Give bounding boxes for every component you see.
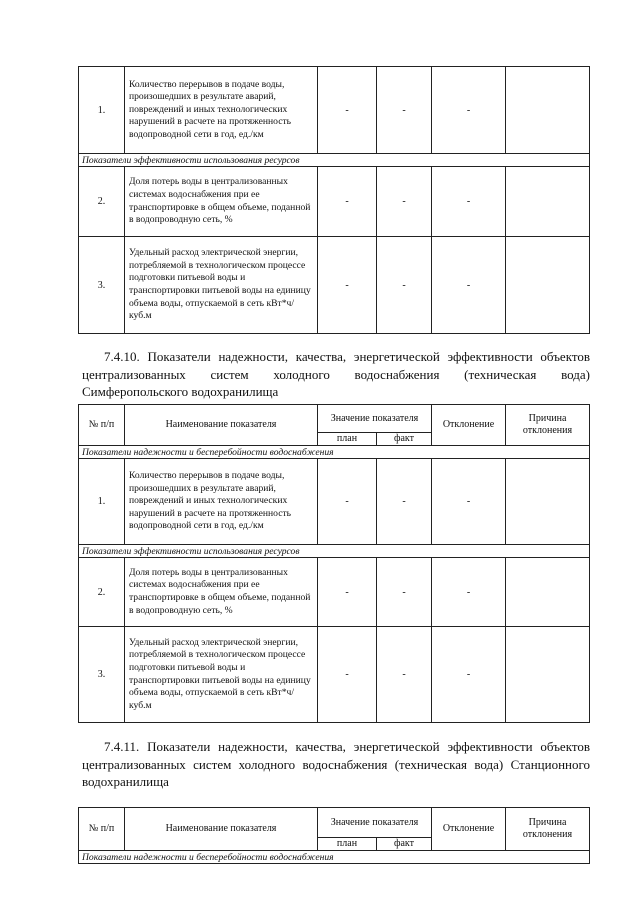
table-3 xyxy=(78,807,590,864)
col-header-deviation: Отклонение xyxy=(432,808,506,851)
col-header-reason: Причина отклонения xyxy=(506,405,590,446)
indicator-name: Количество перерывов в подаче воды, произошедших в результате аварий, повреждений и иных технологических нарушений в расчете на протяженность водопроводной сети в год, ед./км xyxy=(125,459,318,545)
table-row xyxy=(79,459,590,545)
row-number: 2. xyxy=(79,167,125,237)
header-row xyxy=(79,808,590,838)
fact-value: - xyxy=(377,558,432,627)
col-header-value: Значение показателя xyxy=(318,405,432,433)
plan-value: - xyxy=(318,237,377,334)
reason-value xyxy=(506,558,590,627)
section-heading-text: 7.4.10. Показатели надежности, качества, энергетической эффективности объектов централизованных систем холодного водоснабжения (техническая вода) Симферопольского водохранилища xyxy=(82,349,590,399)
fact-value: - xyxy=(377,459,432,545)
fact-value: - xyxy=(377,237,432,334)
section-row xyxy=(79,446,590,459)
deviation-value: - xyxy=(432,67,506,154)
row-number: 3. xyxy=(79,237,125,334)
section-heading-7-4-11 xyxy=(82,738,590,791)
col-header-name: Наименование показателя xyxy=(125,405,318,446)
indicator-name: Удельный расход электрической энергии, потребляемой в технологическом процессе подготовки питьевой воды и транспортировки питьевой воды на единицу объема воды, отпускаемой в сеть кВт*ч/куб.м xyxy=(125,627,318,723)
col-header-number: № п/п xyxy=(79,808,125,851)
indicator-name: Количество перерывов в подаче воды, произошедших в результате аварий, повреждений и иных технологических нарушений в расчете на протяженность водопроводной сети в год, ед./км xyxy=(125,67,318,154)
deviation-value: - xyxy=(432,237,506,334)
col-header-deviation: Отклонение xyxy=(432,405,506,446)
table-row xyxy=(79,67,590,154)
deviation-value: - xyxy=(432,558,506,627)
section-title: Показатели эффективности использования ресурсов xyxy=(79,154,590,167)
deviation-value: - xyxy=(432,459,506,545)
col-header-value: Значение показателя xyxy=(318,808,432,838)
table-1 xyxy=(78,66,590,334)
section-heading-text: 7.4.11. Показатели надежности, качества, энергетической эффективности объектов централизованных систем холодного водоснабжения (техническая вода) Станционного водохранилища xyxy=(82,739,590,789)
reason-value xyxy=(506,67,590,154)
col-header-fact: факт xyxy=(377,838,432,851)
col-header-fact: факт xyxy=(377,433,432,446)
fact-value: - xyxy=(377,67,432,154)
deviation-value: - xyxy=(432,627,506,723)
reason-value xyxy=(506,237,590,334)
plan-value: - xyxy=(318,459,377,545)
col-header-name: Наименование показателя xyxy=(125,808,318,851)
section-title: Показатели надежности и бесперебойности водоснабжения xyxy=(79,446,590,459)
row-number: 1. xyxy=(79,459,125,545)
header-row xyxy=(79,405,590,433)
row-number: 3. xyxy=(79,627,125,723)
col-header-number: № п/п xyxy=(79,405,125,446)
table-row xyxy=(79,167,590,237)
indicator-name: Доля потерь воды в централизованных системах водоснабжения при ее транспортировке в общем объеме, поданной в водопроводную сеть, % xyxy=(125,558,318,627)
reason-value xyxy=(506,627,590,723)
reason-value xyxy=(506,459,590,545)
indicator-name: Удельный расход электрической энергии, потребляемой в технологическом процессе подготовки питьевой воды и транспортировки питьевой воды на единицу объема воды, отпускаемой в сеть кВт*ч/куб.м xyxy=(125,237,318,334)
section-row xyxy=(79,851,590,864)
section-heading-7-4-10 xyxy=(82,348,590,401)
table-row xyxy=(79,627,590,723)
fact-value: - xyxy=(377,167,432,237)
section-row xyxy=(79,154,590,167)
col-header-plan: план xyxy=(318,838,377,851)
section-row xyxy=(79,545,590,558)
col-header-plan: план xyxy=(318,433,377,446)
row-number: 1. xyxy=(79,67,125,154)
reason-value xyxy=(506,167,590,237)
table-row xyxy=(79,558,590,627)
col-header-reason: Причина отклонения xyxy=(506,808,590,851)
plan-value: - xyxy=(318,558,377,627)
plan-value: - xyxy=(318,627,377,723)
deviation-value: - xyxy=(432,167,506,237)
plan-value: - xyxy=(318,67,377,154)
plan-value: - xyxy=(318,167,377,237)
section-title: Показатели эффективности использования ресурсов xyxy=(79,545,590,558)
table-row xyxy=(79,237,590,334)
indicator-name: Доля потерь воды в централизованных системах водоснабжения при ее транспортировке в общем объеме, поданной в водопроводную сеть, % xyxy=(125,167,318,237)
section-title: Показатели надежности и бесперебойности водоснабжения xyxy=(79,851,590,864)
row-number: 2. xyxy=(79,558,125,627)
fact-value: - xyxy=(377,627,432,723)
table-2 xyxy=(78,404,590,723)
